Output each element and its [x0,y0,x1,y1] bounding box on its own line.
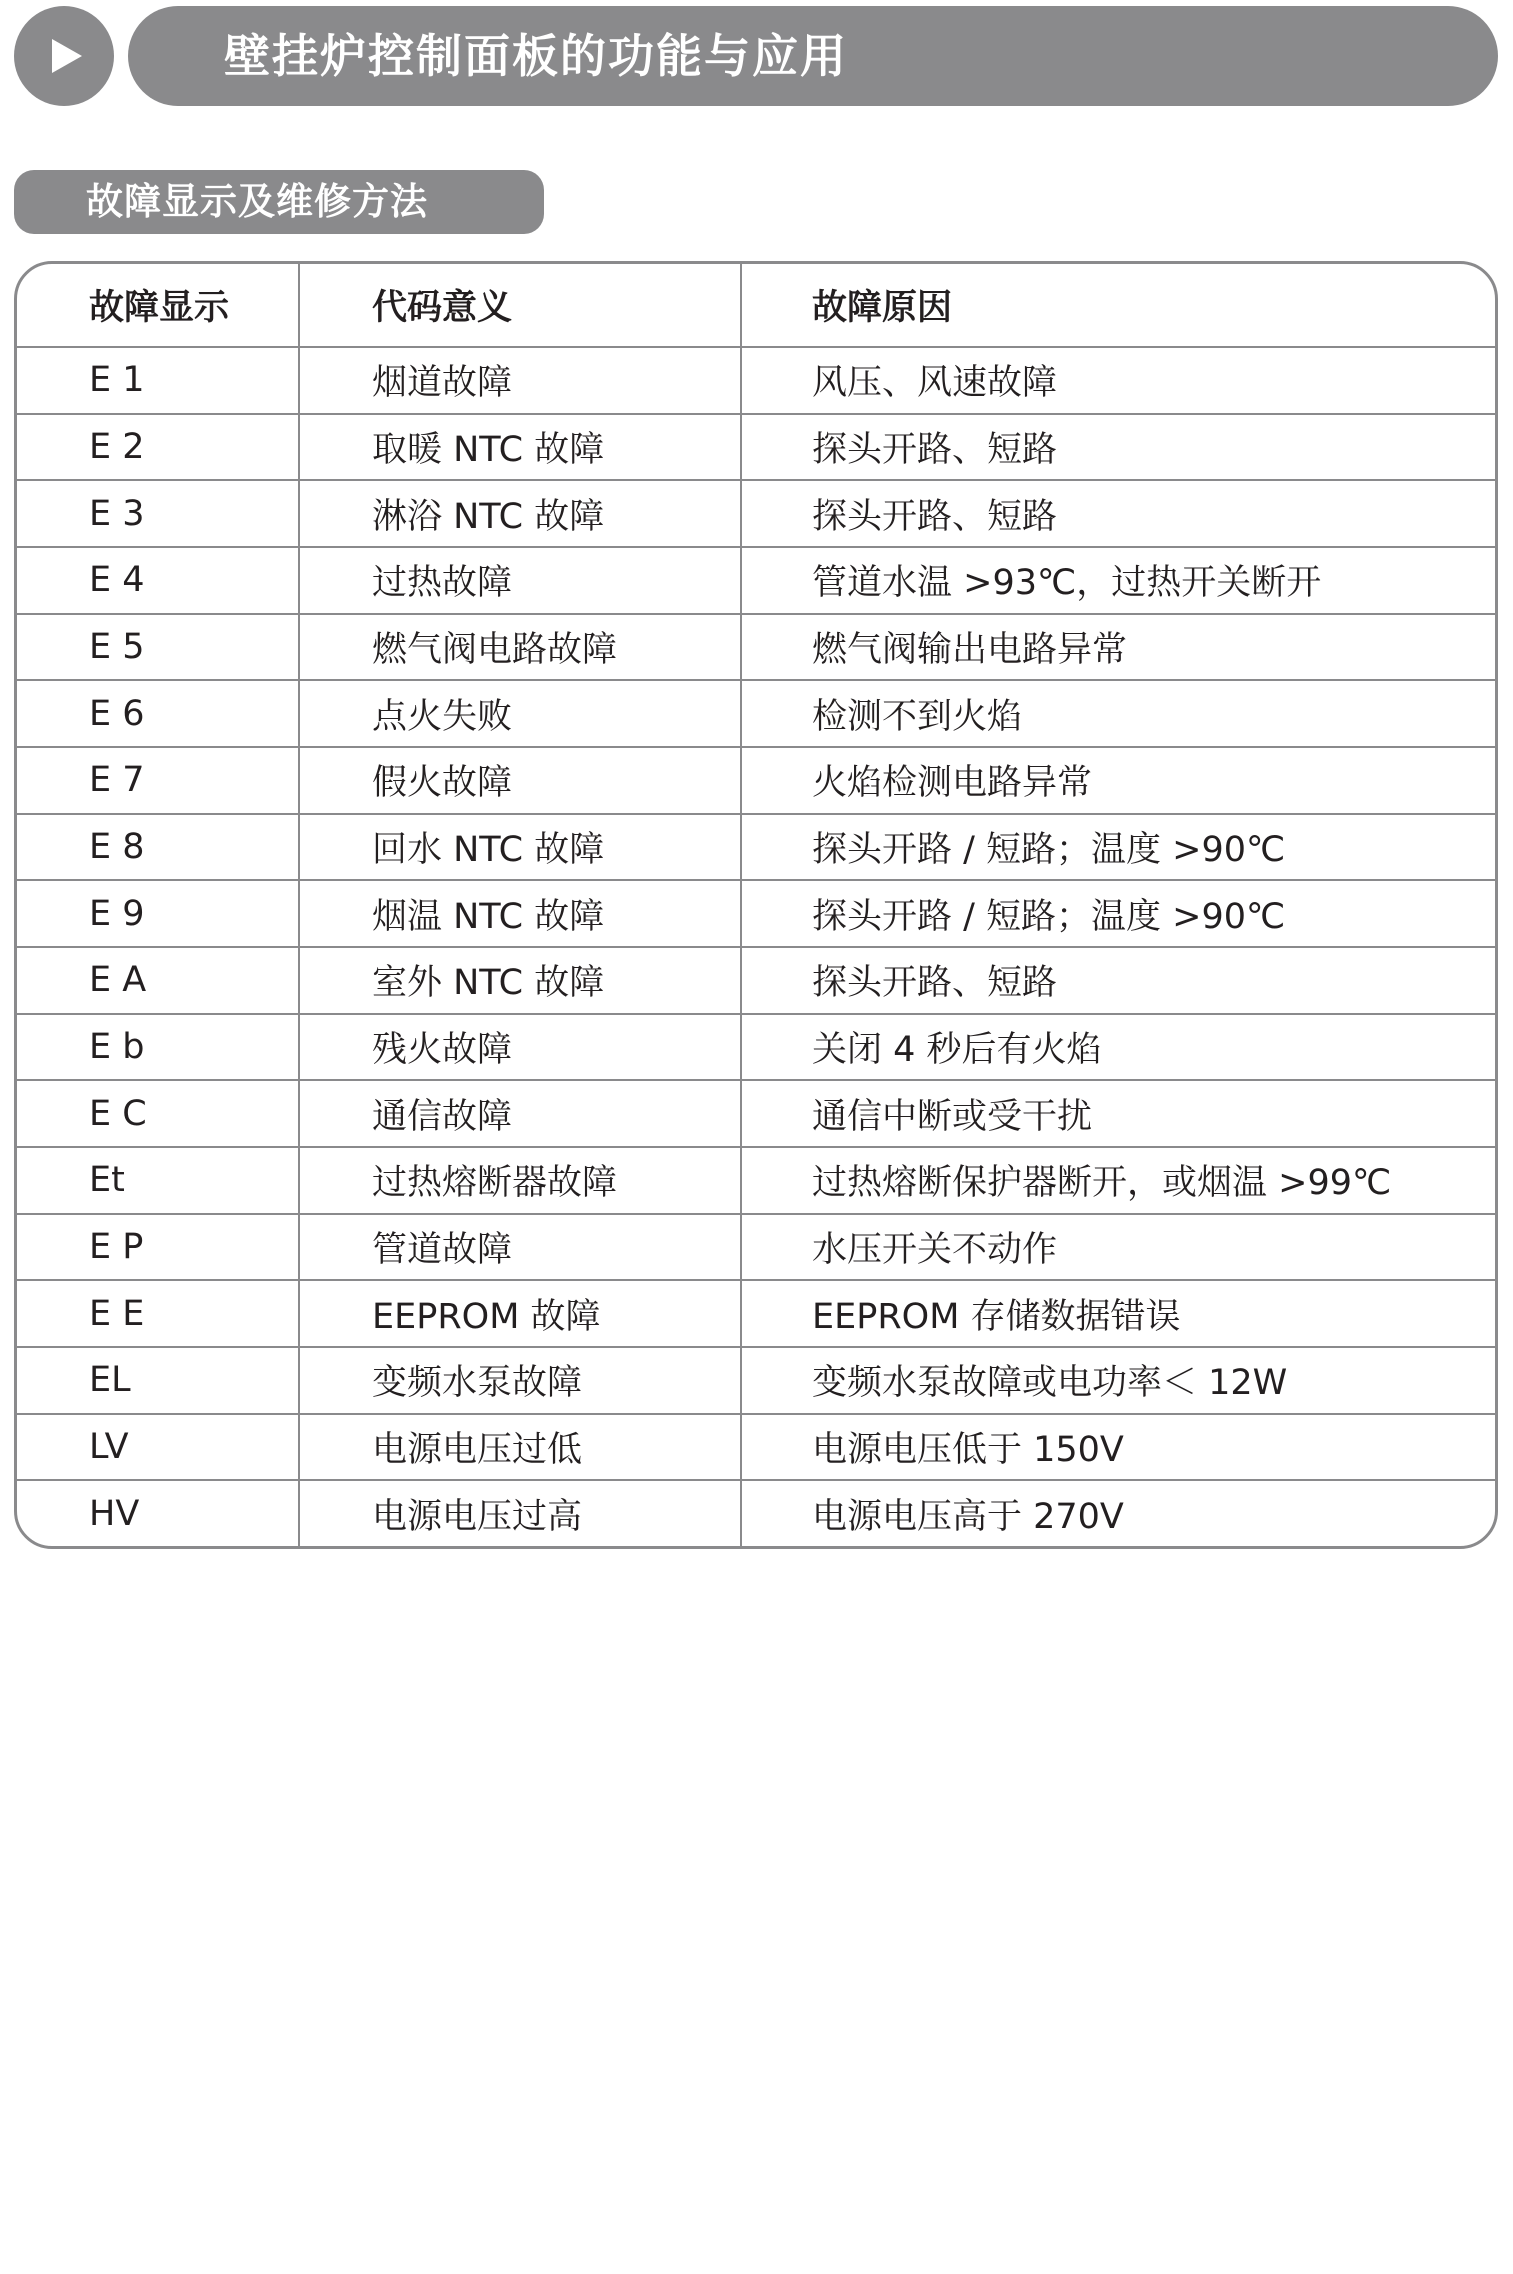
table-row [17,414,1495,481]
fault-code: E 9 [17,880,299,947]
fault-cause: 探头开路、短路 [741,414,1495,481]
table-row [17,1147,1495,1214]
fault-code: E A [17,947,299,1014]
table-row [17,814,1495,881]
header-fault-display: 故障显示 [17,264,299,347]
fault-code: E P [17,1214,299,1281]
code-meaning: 电源电压过高 [299,1480,741,1546]
table-row [17,1014,1495,1081]
code-meaning: 通信故障 [299,1080,741,1147]
fault-code: E E [17,1280,299,1347]
fault-cause: 管道水温 >93℃，过热开关断开 [741,547,1495,614]
table-row [17,480,1495,547]
fault-cause: 水压开关不动作 [741,1214,1495,1281]
table-row [17,1480,1495,1546]
fault-table-frame [14,261,1498,1549]
fault-cause: 电源电压低于 150V [741,1414,1495,1481]
section-label [14,170,544,234]
fault-cause: 关闭 4 秒后有火焰 [741,1014,1495,1081]
fault-cause: 检测不到火焰 [741,680,1495,747]
table-row [17,880,1495,947]
code-meaning: 假火故障 [299,747,741,814]
code-meaning: 回水 NTC 故障 [299,814,741,881]
table-row [17,747,1495,814]
code-meaning: 过热故障 [299,547,741,614]
code-meaning: 燃气阀电路故障 [299,614,741,681]
fault-cause: 通信中断或受干扰 [741,1080,1495,1147]
fault-code: EL [17,1347,299,1414]
play-icon [52,39,82,73]
fault-code: E 5 [17,614,299,681]
header-play-badge [14,6,114,106]
code-meaning: 烟温 NTC 故障 [299,880,741,947]
fault-cause: 探头开路、短路 [741,480,1495,547]
code-meaning: 管道故障 [299,1214,741,1281]
code-meaning: 室外 NTC 故障 [299,947,741,1014]
fault-cause: 变频水泵故障或电功率＜ 12W [741,1347,1495,1414]
code-meaning: 电源电压过低 [299,1414,741,1481]
table-row [17,947,1495,1014]
table-row [17,1280,1495,1347]
fault-cause: 过热熔断保护器断开，或烟温 >99℃ [741,1147,1495,1214]
table-row [17,680,1495,747]
fault-cause: 探头开路 / 短路；温度 >90℃ [741,814,1495,881]
code-meaning: 取暖 NTC 故障 [299,414,741,481]
code-meaning: 淋浴 NTC 故障 [299,480,741,547]
code-meaning: 过热熔断器故障 [299,1147,741,1214]
table-row [17,547,1495,614]
table-row [17,1080,1495,1147]
fault-cause: EEPROM 存储数据错误 [741,1280,1495,1347]
fault-code: E b [17,1014,299,1081]
fault-code: HV [17,1480,299,1546]
fault-cause: 探头开路、短路 [741,947,1495,1014]
header-code-meaning: 代码意义 [299,264,741,347]
code-meaning: 点火失败 [299,680,741,747]
table-header-row [17,264,1495,347]
fault-cause: 电源电压高于 270V [741,1480,1495,1546]
table-row [17,347,1495,414]
code-meaning: 烟道故障 [299,347,741,414]
fault-code: E 8 [17,814,299,881]
page-title: 壁挂炉控制面板的功能与应用 [224,29,848,83]
fault-code: Et [17,1147,299,1214]
code-meaning: 残火故障 [299,1014,741,1081]
section-title: 故障显示及维修方法 [86,180,428,223]
code-meaning: EEPROM 故障 [299,1280,741,1347]
fault-code: E 3 [17,480,299,547]
fault-code: E 7 [17,747,299,814]
fault-cause: 火焰检测电路异常 [741,747,1495,814]
fault-code: E 6 [17,680,299,747]
fault-code: E C [17,1080,299,1147]
table-row [17,1347,1495,1414]
table-row [17,1414,1495,1481]
fault-code: LV [17,1414,299,1481]
header-fault-cause: 故障原因 [741,264,1495,347]
table-row [17,1214,1495,1281]
fault-cause: 探头开路 / 短路；温度 >90℃ [741,880,1495,947]
fault-code: E 4 [17,547,299,614]
code-meaning: 变频水泵故障 [299,1347,741,1414]
table-row [17,614,1495,681]
fault-cause: 风压、风速故障 [741,347,1495,414]
fault-code: E 1 [17,347,299,414]
fault-cause: 燃气阀输出电路异常 [741,614,1495,681]
fault-code: E 2 [17,414,299,481]
header-bar [128,6,1498,106]
fault-table [17,264,1495,1546]
